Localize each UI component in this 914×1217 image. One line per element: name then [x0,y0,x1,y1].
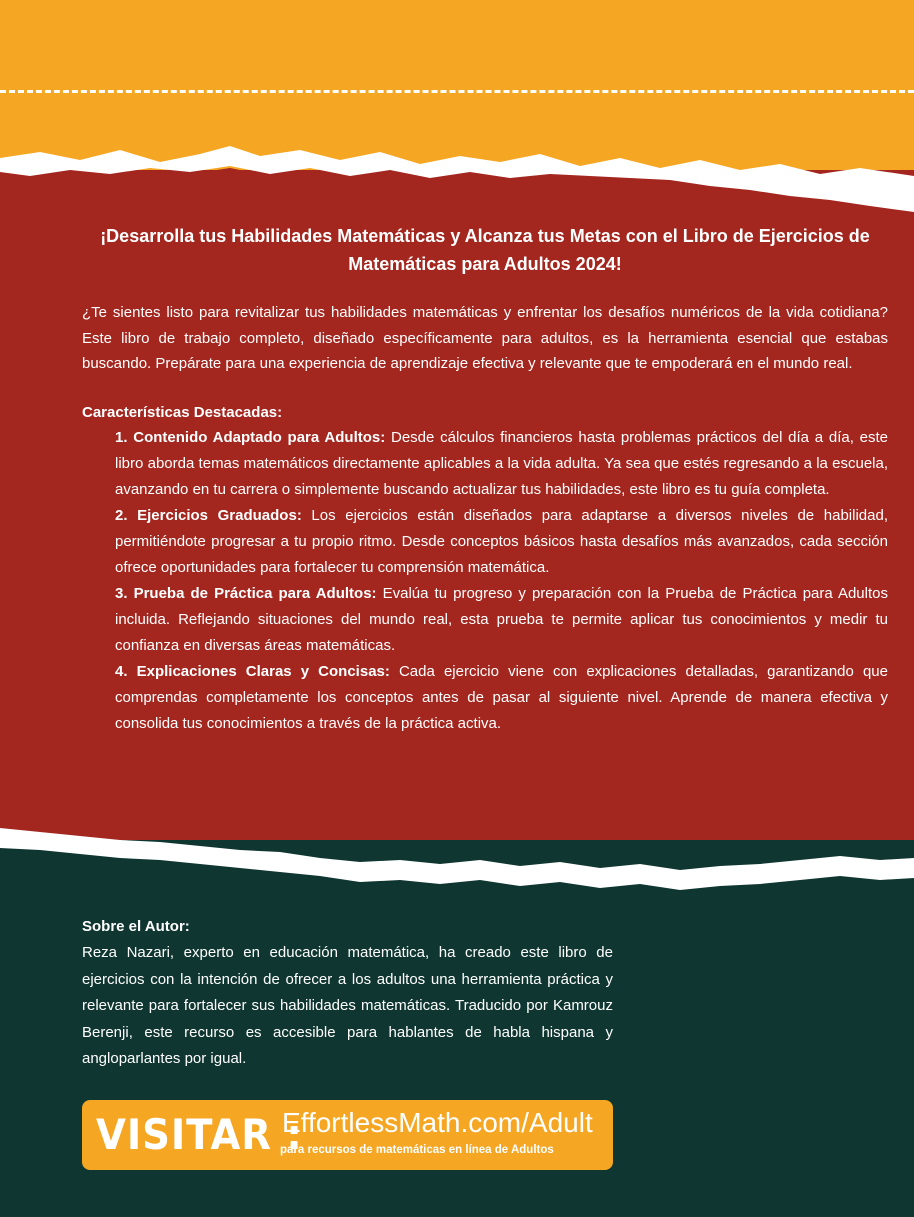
torn-paper-edge-top [0,140,914,220]
features-title: Características Destacadas: [82,403,283,421]
feature-item [115,659,888,737]
visit-url-link[interactable]: EffortlessMath.com/Adult [282,1107,593,1138]
features-list [82,425,888,737]
feature-text: Cada ejercicio viene con explicaciones detalladas, garantizando que comprendas completamente los conceptos antes de pasar al siguiente nivel. Aprende de manera efectiva y consolida tus conocimientos a través de la práctica activa. [115,663,888,732]
main-content [82,222,888,737]
feature-text: Evalúa tu progreso y preparación con la Prueba de Práctica para Adultos incluida. Reflejando situaciones del mundo real, esta prueba te permite aplicar tus conocimientos y medir tu confianza en diversas áreas matemáticas. [115,585,888,654]
feature-item [115,581,888,659]
feature-title: 4. Explicaciones Claras y Concisas: [115,663,390,680]
visit-label: VISITAR : [96,1110,303,1159]
feature-text: Desde cálculos financieros hasta problemas prácticos del día a día, este libro aborda temas matemáticos directamente aplicables a la vida adulta. Ya sea que estés regresando a la escuela, avanzando en tu carrera o simplemente buscando actualizar tus habilidades, este libro es tu guía completa. [115,429,888,498]
author-title: Sobre el Autor: [82,918,190,935]
headline: ¡Desarrolla tus Habilidades Matemáticas y Alcanza tus Metas con el Libro de Ejercicios de Matemáticas para Adultos 2024! [100,226,870,274]
author-section [82,914,613,1073]
feature-item [115,503,888,581]
feature-item [115,425,888,503]
intro-paragraph: ¿Te sientes listo para revitalizar tus habilidades matemáticas y enfrentar los desafíos numéricos de la vida cotidiana? Este libro de trabajo completo, diseñado específicamente para adultos, es la herramienta esencial que estabas buscando. Prepárate para una experiencia de aprendizaje efectiva y relevante que te empoderará en el mundo real. [82,304,888,372]
feature-title: 2. Ejercicios Graduados: [115,507,302,524]
dashed-cut-line [0,90,914,93]
torn-paper-edge-bottom [0,820,914,900]
feature-title: 3. Prueba de Práctica para Adultos: [115,585,377,602]
visit-banner[interactable] [82,1100,613,1170]
author-text: Reza Nazari, experto en educación matemática, ha creado este libro de ejercicios con la intención de ofrecer a los adultos una herramienta práctica y relevante para fortalecer sus habilidades matemáticas. Traducido por Kamrouz Berenji, este recurso es accesible para hablantes de habla hispana y angloparlantes por igual. [82,944,613,1067]
feature-title: 1. Contenido Adaptado para Adultos: [115,429,386,446]
feature-text: Los ejercicios están diseñados para adaptarse a diversos niveles de habilidad, permitiéndote progresar a tu propio ritmo. Desde conceptos básicos hasta desafíos más avanzados, cada sección ofrece oportunidades para fortalecer tu comprensión matemática. [115,507,888,576]
visit-subtitle: para recursos de matemáticas en línea de Adultos [280,1144,554,1156]
